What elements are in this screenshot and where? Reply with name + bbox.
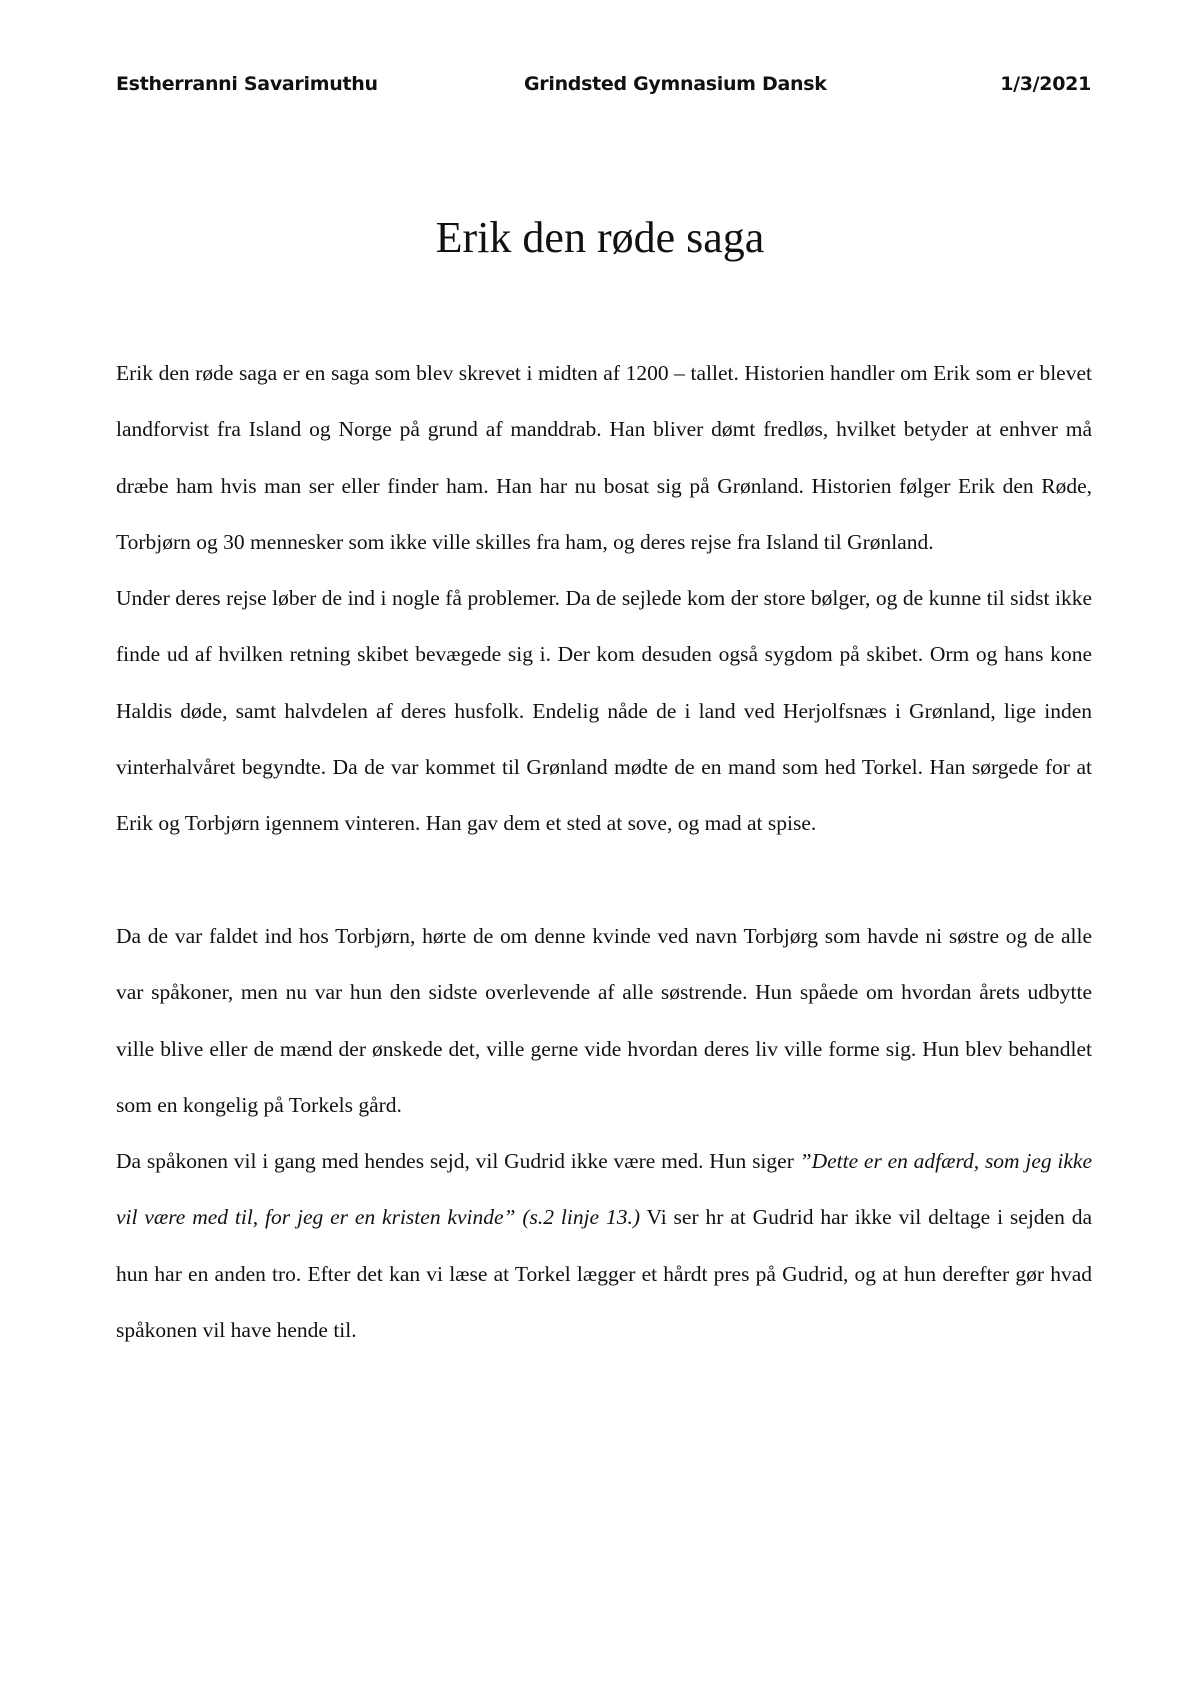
header-date: 1/3/2021 xyxy=(1000,73,1091,95)
paragraph-2: Under deres rejse løber de ind i nogle få problemer. Da de sejlede kom der store bølger, og de kunne til sidst ikke finde ud af hvilken retning skibet bevægede sig i. Der kom desuden også sygdom på skibet. Orm og hans kone Haldis døde, samt halvdelen af deres husfolk. Endelig nåde de i land ved Herjolfsnæs i Grønland, lige inden vinterhalvåret begyndte. Da de var kommet til Grønland mødte de en mand som hed Torkel. Han sørgede for at Erik og Torbjørn igennem vinteren. Han gav dem et sted at sove, og mad at spise. xyxy=(116,586,1092,836)
paragraph-4 xyxy=(116,1133,1092,1358)
paragraph-3: Da de var faldet ind hos Torbjørn, hørte de om denne kvinde ved navn Torbjørg som havde ni søstre og de alle var spåkoner, men nu var hun den sidste overlevende af alle søstrende. Hun spåede om hvordan årets udbytte ville blive eller de mænd der ønskede det, ville gerne vide hvordan deres liv ville forme sig. Hun blev behandlet som en kongelig på Torkels gård. xyxy=(116,923,1092,1117)
paragraph-4-start: Da spåkonen vil i gang med hendes sejd, vil Gudrid ikke være med. Hun siger xyxy=(116,1149,800,1174)
header-school: Grindsted Gymnasium Dansk xyxy=(524,73,827,95)
page-header xyxy=(116,73,1091,103)
paragraph-4-end: Vi ser hr at Gudrid har ikke vil deltage i sejden da hun har en anden tro. Efter det kan vi læse at Torkel lægger et hårdt pres på Gudrid, og at hun derefter gør hvad spåkonen vil have hende til. xyxy=(116,1205,1092,1343)
document-title: Erik den røde saga xyxy=(435,213,765,262)
paragraph-4-quote: ”Dette er en adfærd, som jeg ikke vil være med til, for jeg er en kristen kvinde” (s.2 linje 13.) xyxy=(116,1149,1092,1230)
paragraph-1: Erik den røde saga er en saga som blev skrevet i midten af 1200 – tallet. Historien handler om Erik som er blevet landforvist fra Island og Norge på grund af manddrab. Han bliver dømt fredløs, hvilket betyder at enhver må dræbe ham hvis man ser eller finder ham. Han har nu bosat sig på Grønland. Historien følger Erik den Røde, Torbjørn og 30 mennesker som ikke ville skilles fra ham, og deres rejse fra Island til Grønland. xyxy=(116,361,1092,554)
document-body xyxy=(116,345,1092,1358)
header-author: Estherranni Savarimuthu xyxy=(116,73,378,95)
